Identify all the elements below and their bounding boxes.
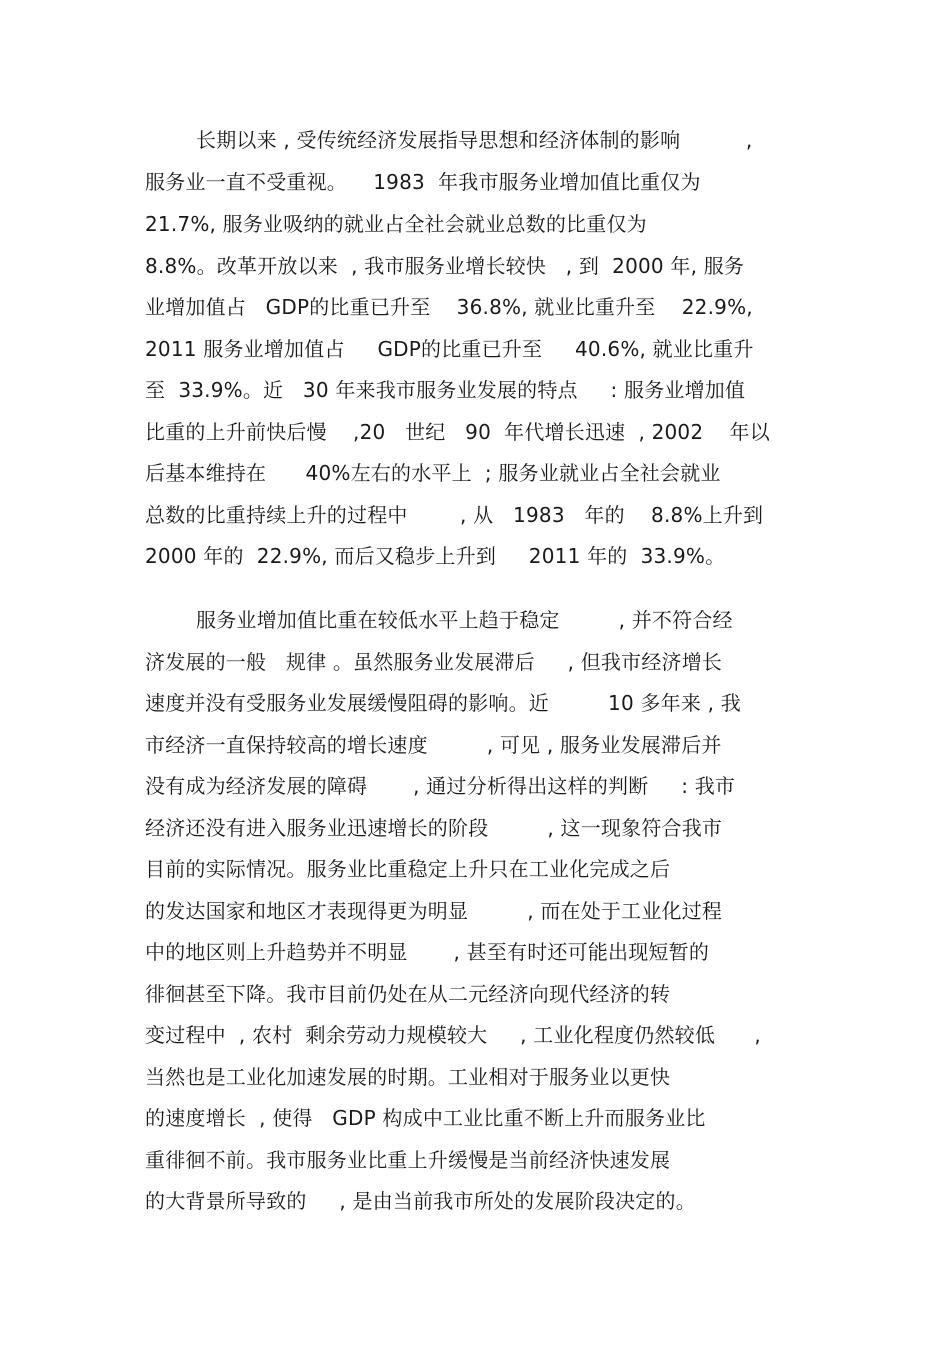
paragraph-line: 的大背景所导致的 , 是由当前我市所处的发展阶段决定的。 xyxy=(145,1189,696,1213)
paragraph-line: 目前的实际情况。服务业比重稳定上升只在工业化完成之后 xyxy=(145,857,671,881)
paragraph-line: 比重的上升前快后慢 ,20 世纪 90 年代增长迅速 , 2002 年以 xyxy=(145,420,770,444)
paragraph-line: 市经济一直保持较高的增长速度 , 可见 , 服务业发展滞后并 xyxy=(145,733,722,757)
paragraph-line: 的发达国家和地区才表现得更为明显 , 而在处于工业化过程 xyxy=(145,899,723,923)
paragraph-line: 速度并没有受服务业发展缓慢阻碍的影响。近 10 多年来 , 我 xyxy=(145,691,741,715)
paragraph-line: 的速度增长 , 使得 GDP 构成中工业比重不断上升而服务业比 xyxy=(145,1106,706,1130)
paragraph-line: 2000 年的 22.9%, 而后又稳步上升到 2011 年的 33.9%。 xyxy=(145,544,726,568)
paragraph-line: 中的地区则上升趋势并不明显 , 甚至有时还可能出现短暂的 xyxy=(145,940,710,964)
paragraph-line: 总数的比重持续上升的过程中 , 从 1983 年的 8.8%上升到 xyxy=(145,503,764,527)
paragraph-line: 当然也是工业化加速发展的时期。工业相对于服务业以更快 xyxy=(145,1065,671,1089)
paragraph-line: 2011 服务业增加值占 GDP的比重已升至 40.6%, 就业比重升 xyxy=(145,337,754,361)
paragraph-line: 服务业一直不受重视。 1983 年我市服务业增加值比重仅为 xyxy=(145,170,701,194)
paragraph-line: 经济还没有进入服务业迅速增长的阶段 , 这一现象符合我市 xyxy=(145,816,723,840)
paragraph-line: 8.8%。改革开放以来 , 我市服务业增长较快 , 到 2000 年, 服务 xyxy=(145,254,745,278)
paragraph-line: 重徘徊不前。我市服务业比重上升缓慢是当前经济快速发展 xyxy=(145,1148,671,1172)
paragraph-line: 徘徊甚至下降。我市目前仍处在从二元经济向现代经济的转 xyxy=(145,982,671,1006)
paragraph-line: 济发展的一般 规律 。虽然服务业发展滞后 , 但我市经济增长 xyxy=(145,650,723,674)
paragraph-line: 没有成为经济发展的障碍 , 通过分析得出这样的判断 : 我市 xyxy=(145,774,736,798)
paragraph-line: 后基本维持在 40%左右的水平上 ; 服务业就业占全社会就业 xyxy=(145,461,721,485)
paragraph-line: 至 33.9%。近 30 年来我市服务业发展的特点 : 服务业增加值 xyxy=(145,378,746,402)
paragraph-line: 业增加值占 GDP的比重已升至 36.8%, 就业比重升至 22.9%, xyxy=(145,295,753,319)
paragraph-line: 变过程中 , 农村 剩余劳动力规模较大 , 工业化程度仍然较低 , xyxy=(145,1023,761,1047)
paragraph-line: 21.7%, 服务业吸纳的就业占全社会就业总数的比重仅为 xyxy=(145,212,647,236)
paragraph-line: 服务业增加值比重在较低水平上趋于稳定 , 并不符合经 xyxy=(196,608,733,632)
paragraph-line: 长期以来 , 受传统经济发展指导思想和经济体制的影响 , xyxy=(196,128,753,152)
